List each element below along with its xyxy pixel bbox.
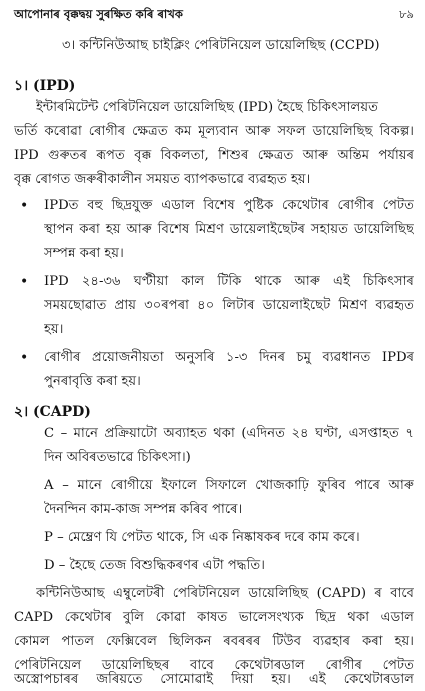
definition-line: P – মেম্ব্ৰেণ যি পেটত থাকে, সি এক নিষ্কাষকৰ দৰে কাম কৰে। (44, 530, 360, 545)
section-heading-capd: ২। (CAPD) (14, 404, 91, 420)
bullet-line: সময়ছোৱাত প্ৰায় ৩০ৰপৰা ৪০ লিটাৰ ডায়েলাইছেট মিশ্ৰণ ব্যৱহৃত (44, 298, 414, 313)
section-heading-ipd: ১। (IPD) (14, 78, 76, 94)
bullet-point: • (20, 198, 29, 214)
running-header-title: আপোনাৰ বৃক্কদ্বয় সুৰক্ষিত কৰি ৰাখক (14, 7, 183, 21)
paragraph-line: IPD গুৰুতৰ ৰূপত বৃক্ক বিকলতা, শিশুৰ ক্ষেত্ৰত আৰু অন্তিম পৰ্যায়ৰ (14, 148, 414, 163)
list-item-ccpd: ৩। কন্টিনিউআছ চাইক্লিং পেৰিটনিয়েল ডায়েলিছিছ (CCPD) (62, 38, 380, 53)
running-header (14, 4, 414, 24)
paragraph-line: ইন্টাৰমিটেন্ট পেৰিটনিয়েল ডায়েলিছিছ (IPD) হৈছে চিকিৎসালয়ত (36, 100, 379, 115)
definition-line: দিন অবিৰতভাৱে চিকিৎসা।) (44, 450, 191, 465)
paragraph-line: পেৰিটনিয়েল ডায়েলিছিছৰ বাবে কেথেটাৰডাল ৰোগীৰ পেটত (14, 658, 414, 673)
bullet-line: IPD ২৪-৩৬ ঘণ্টীয়া কাল টিকি থাকে আৰু এই চিকিৎসাৰ (44, 274, 414, 289)
bullet-line: স্থাপন কৰা হয় আৰু বিশেষ মিশ্ৰণ ডায়েলাইছেটৰ সহায়ত ডায়েলিছিছ (44, 222, 414, 237)
paragraph-line: কন্টিনিউআছ এম্বুলেটৰী পেৰিটনিয়েল ডায়েলিছিছ (CAPD) ৰ বাবে (36, 586, 414, 601)
bullet-point: • (20, 350, 29, 366)
paragraph-line: অস্ত্ৰোপচাৰৰ জৰিয়তে সোমোৱাই দিয়া হয়। এই কেথেটাৰডাল (14, 672, 414, 687)
bullet-line: সম্পন্ন কৰা হয়। (44, 246, 124, 261)
bullet-line: পুনৰাবৃত্তি কৰা হয়। (44, 374, 141, 389)
definition-line: D – হৈছে তেজ বিশুদ্ধিকৰণৰ এটা পদ্ধতি। (44, 558, 265, 573)
bullet-line: হয়। (44, 322, 64, 337)
bullet-line: ৰোগীৰ প্ৰয়োজনীয়তা অনুসৰি ১-৩ দিনৰ চমু ব্যৱধানত IPDৰ (44, 350, 414, 365)
paragraph-line: কোমল পাতল ফেক্সিবেল ছিলিকন ৰবৰৰৰ টিউব ব্যৱহাৰ কৰা হয়। (14, 634, 414, 649)
definition-line: দৈনন্দিন কাম-কাজ সম্পন্ন কৰিব পাৰে। (44, 502, 243, 517)
bullet-line: IPDত বহু ছিদ্ৰযুক্ত এডাল বিশেষ পুষ্টিক কেথেটাৰ ৰোগীৰ পেটত (44, 198, 414, 213)
paragraph-line: CAPD কেথেটাৰ বুলি কোৱা কাষত ভালেসংখ্যক ছিদ্ৰ থকা এডাল (14, 610, 414, 625)
paragraph-line: বৃক্ক ৰোগত জৰুৰীকালীন সময়ত ব্যাপকভাৱে ব্যৱহৃত হয়। (14, 172, 311, 187)
paragraph-line: ভৰ্তি কৰোৱা ৰোগীৰ ক্ষেত্ৰত কম মূল্যবান আৰু সফল ডায়েলিছিছ বিকল্প। (14, 124, 414, 139)
definition-line: C – মানে প্ৰক্ৰিয়াটো অব্যাহত থকা (এদিনত ২৪ ঘণ্টা, এসপ্তাহত ৭ (44, 426, 414, 441)
definition-line: A – মানে ৰোগীয়ে ইফালে সিফালে খোজকাঢ়ি ফুৰিব পাৰে আৰু (44, 478, 414, 493)
bullet-point: • (20, 274, 29, 290)
page-number: ৮৯ (399, 7, 414, 21)
